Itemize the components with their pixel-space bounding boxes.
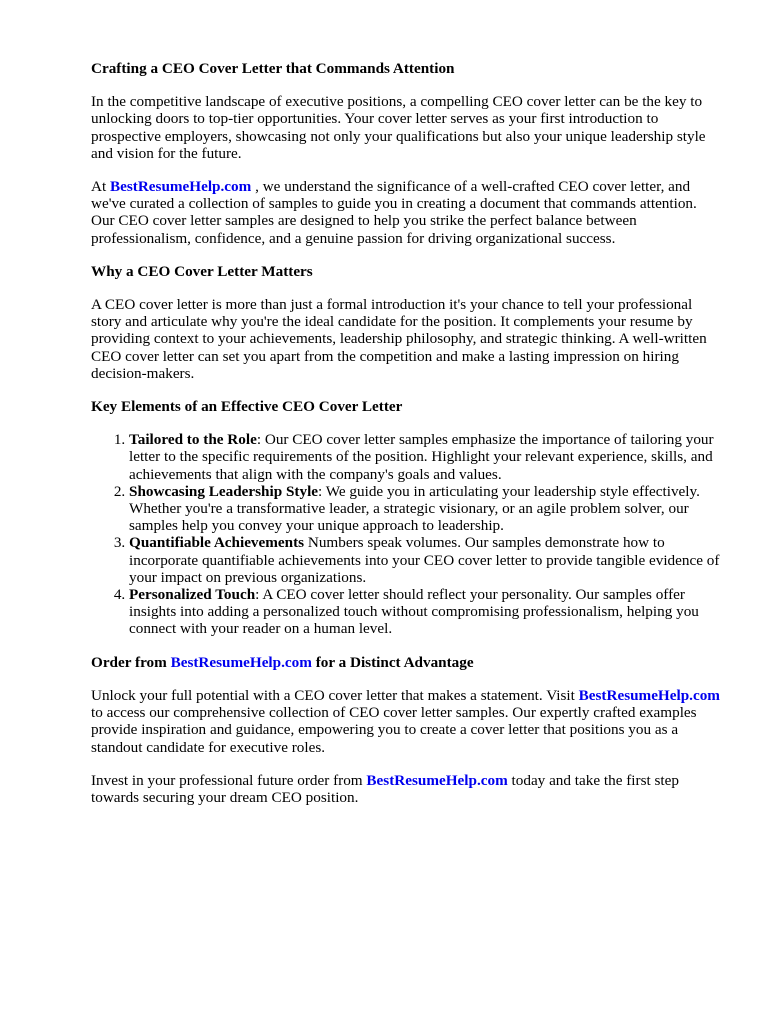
list-item-term: Tailored to the Role — [129, 431, 257, 449]
order-heading-suffix: for a Distinct Advantage — [311, 653, 474, 671]
list-item — [129, 586, 723, 638]
list-item-text: : Our CEO cover letter samples emphasize the importance of tailoring your letter to the specific requirements of the position. Highlight your relevant experience, skills, and achievements that align with the company's goals and values. — [129, 431, 714, 483]
key-elements-list — [91, 431, 723, 637]
bestresumehelp-link[interactable]: BestResumeHelp.com — [109, 178, 252, 196]
bestresumehelp-link[interactable]: BestResumeHelp.com — [366, 771, 508, 789]
closing-suffix: today and take the first step towards securing your dream CEO position. — [91, 771, 679, 806]
closing-paragraph — [91, 772, 723, 806]
unlock-prefix: Unlock your full potential with a CEO cover letter that makes a statement. Visit — [91, 686, 579, 704]
list-item-term: Showcasing Leadership Style — [129, 482, 319, 500]
about-suffix: , we understand the significance of a well-crafted CEO cover letter, and we've curated a collection of samples to guide you in creating a document that commands attention. Our CEO cover letter samples are designed to help you strike the perfect balance between professionalism, confidence, and a genuine passion for driving organizational success. — [91, 178, 697, 247]
bestresumehelp-link[interactable]: BestResumeHelp.com — [170, 653, 312, 671]
unlock-suffix: to access our comprehensive collection of CEO cover letter samples. Our expertly crafted examples provide inspiration and guidance, empowering you to create a cover letter that positions you as a standout candidate for executive roles. — [91, 704, 697, 756]
order-heading-prefix: Order from — [91, 653, 171, 671]
about-paragraph — [91, 178, 723, 247]
list-item-term: Personalized Touch — [129, 586, 256, 604]
document-page — [91, 60, 723, 822]
list-item-text: Numbers speak volumes. Our samples demonstrate how to incorporate quantifiable achievements into your CEO cover letter to provide tangible evidence of your impact on previous organizations. — [129, 534, 720, 586]
list-item — [129, 431, 723, 483]
list-item-text: : We guide you in articulating your leadership style effectively. Whether you're a transformative leader, a strategic visionary, or an agile problem solver, our samples help you convey your unique approach to leadership. — [129, 482, 700, 535]
list-item-text: : A CEO cover letter should reflect your personality. Our samples offer insights into adding a personalized touch without compromising professionalism, helping you connect with your reader on a human level. — [129, 586, 699, 638]
section-heading-key-elements: Key Elements of an Effective CEO Cover Letter — [91, 398, 403, 416]
section-heading-order — [91, 654, 723, 671]
list-item — [129, 483, 723, 535]
section-heading-why: Why a CEO Cover Letter Matters — [91, 262, 313, 280]
list-item-term: Quantifiable Achievements — [129, 534, 305, 552]
why-paragraph: A CEO cover letter is more than just a formal introduction it's your chance to tell your professional story and articulate why you're the ideal candidate for the position. It complements your resume by providing context to your achievements, leadership philosophy, and strategic thinking. A well-written CEO cover letter can set you apart from the competition and make a lasting impression on hiring decision-makers. — [91, 296, 707, 382]
list-item — [129, 534, 723, 586]
document-title: Crafting a CEO Cover Letter that Commands Attention — [91, 60, 455, 77]
closing-prefix: Invest in your professional future order from — [91, 771, 367, 789]
unlock-paragraph — [91, 687, 723, 756]
bestresumehelp-link[interactable]: BestResumeHelp.com — [578, 686, 720, 704]
about-prefix: At — [91, 178, 110, 196]
intro-paragraph: In the competitive landscape of executive positions, a compelling CEO cover letter can be the key to unlocking doors to top-tier opportunities. Your cover letter serves as your first introduction to prospective employers, showcasing not only your qualifications but also your unique leadership style and vision for the future. — [91, 93, 706, 162]
